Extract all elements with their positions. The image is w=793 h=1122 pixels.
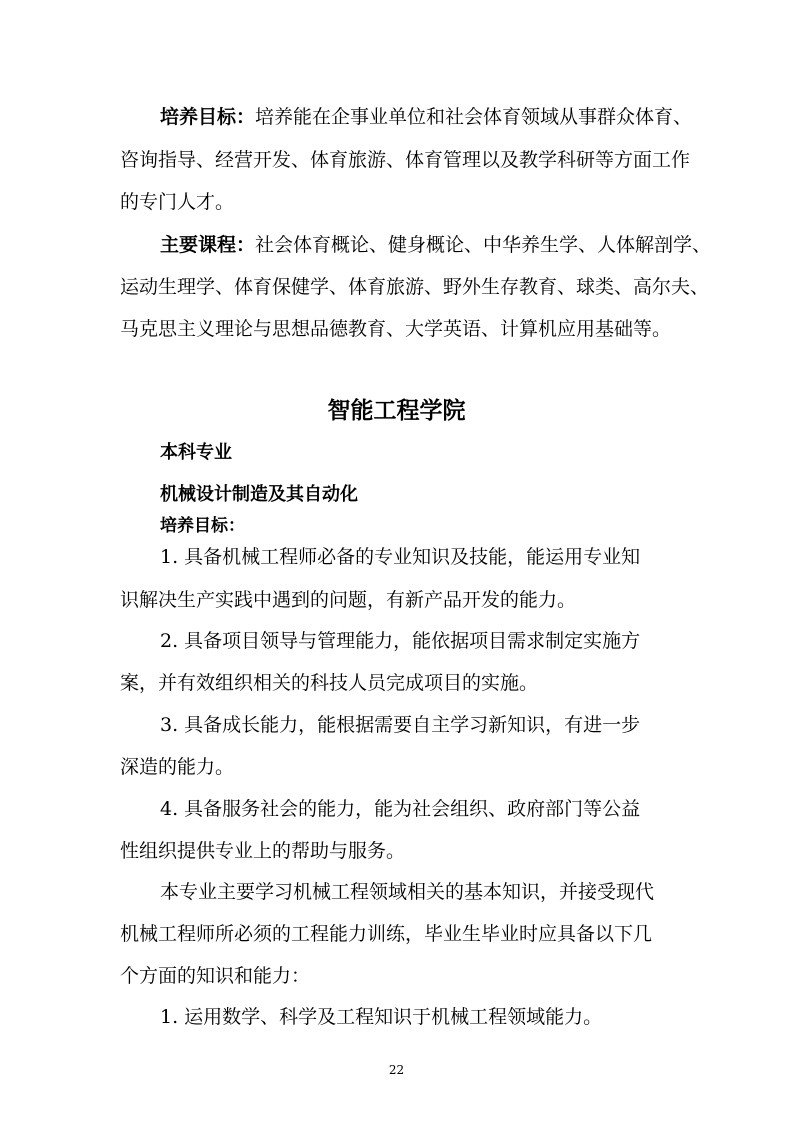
intro-line-1: 本专业主要学习机械工程领域相关的基本知识，并接受现代 — [160, 881, 655, 903]
goal-paragraph-line-1 — [160, 105, 692, 129]
courses-text: 社会体育概论、健身概论、中华养生学、人体解剖学、 — [255, 234, 712, 256]
intro-line-3: 个方面的知识和能力： — [120, 965, 311, 987]
courses-paragraph-line-3: 马克思主义理论与思想品德教育、大学英语、计算机应用基础等。 — [120, 318, 672, 340]
courses-paragraph-line-1 — [160, 233, 711, 257]
program-type-heading: 本科专业 — [160, 442, 232, 463]
goal-item-2-line-1: 2. 具备项目领导与管理能力，能依据项目需求制定实施方 — [160, 630, 641, 652]
courses-label: 主要课程： — [160, 234, 256, 256]
goal-item-3-line-1: 3. 具备成长能力，能根据需要自主学习新知识，有进一步 — [160, 714, 641, 736]
goal-item-1-line-2: 识解决生产实践中遇到的问题，有新产品开发的能力。 — [120, 589, 577, 611]
goal-item-4-line-2: 性组织提供专业上的帮助与服务。 — [120, 840, 406, 862]
goal-text: 培养能在企事业单位和社会体育领域从事群众体育、 — [255, 106, 693, 128]
goal-item-1-line-1: 1. 具备机械工程师必备的专业知识及技能，能运用专业知 — [160, 546, 641, 568]
goal-item-4-line-1: 4. 具备服务社会的能力，能为社会组织、政府部门等公益 — [160, 798, 641, 820]
page-number: 22 — [388, 1063, 405, 1077]
major-name-heading: 机械设计制造及其自动化 — [160, 484, 358, 505]
goal-item-3-line-2: 深造的能力。 — [120, 756, 235, 778]
goal-heading: 培养目标： — [160, 516, 245, 536]
college-title: 智能工程学院 — [327, 398, 466, 424]
ability-item-1: 1. 运用数学、科学及工程知识于机械工程领域能力。 — [160, 1006, 603, 1028]
goal-item-2-line-2: 案，并有效组织相关的科技人员完成项目的实施。 — [120, 672, 539, 694]
goal-paragraph-line-2: 咨询指导、经营开发、体育旅游、体育管理以及教学科研等方面工作 — [120, 149, 691, 171]
intro-line-2: 机械工程师所必须的工程能力训练，毕业生毕业时应具备以下几 — [120, 923, 653, 945]
courses-paragraph-line-2: 运动生理学、体育保健学、体育旅游、野外生存教育、球类、高尔夫、 — [120, 276, 710, 298]
goal-paragraph-line-3: 的专门人才。 — [120, 191, 235, 213]
goal-label: 培养目标： — [160, 106, 256, 128]
